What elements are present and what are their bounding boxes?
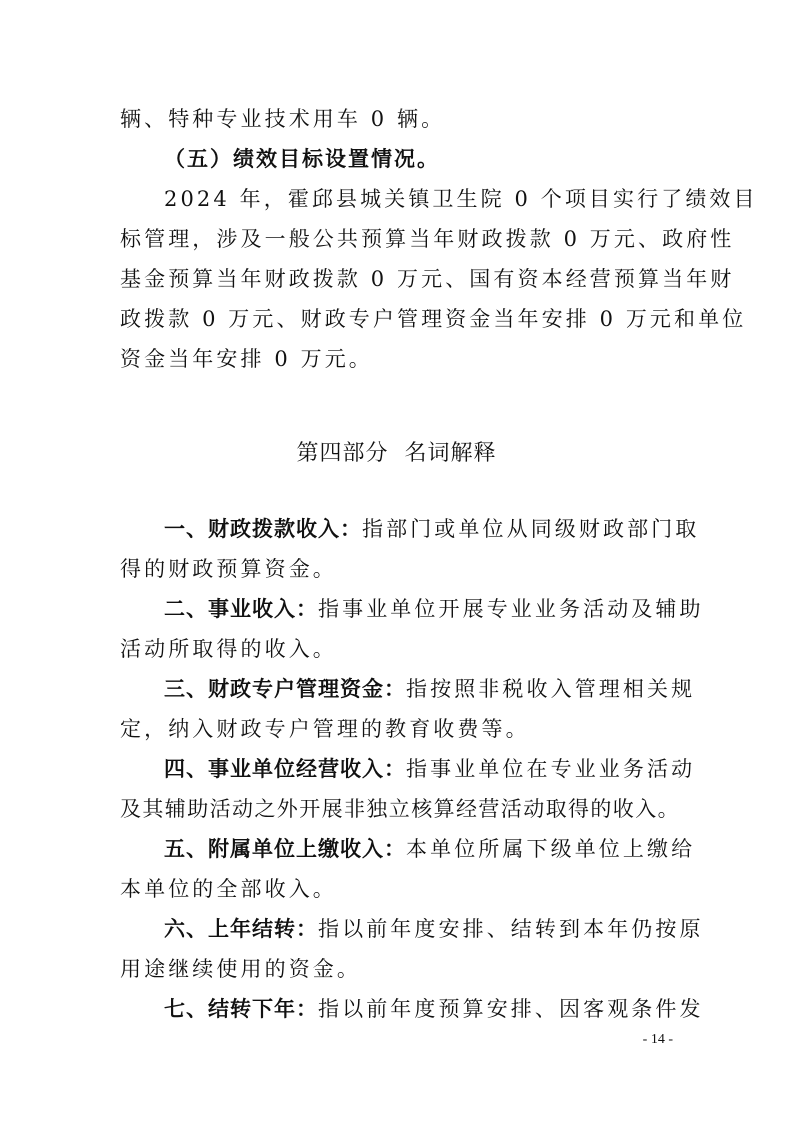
term-label: 一、财政拨款收入：: [164, 517, 362, 541]
term-definition: 指以前年度预算安排、因客观条件发: [318, 997, 704, 1021]
term-label: 四、事业单位经营收入：: [164, 757, 406, 781]
term-definition-continued: 定，纳入财政专户管理的教育收费等。: [120, 717, 530, 741]
term-definition-continued: 活动所取得的收入。: [120, 637, 337, 661]
term-definition: 指按照非税收入管理相关规: [406, 677, 696, 701]
term-label: 五、附属单位上缴收入：: [164, 837, 406, 861]
term-definition: 指事业单位开展专业业务活动及辅助: [318, 597, 704, 621]
paragraph-line: 2024 年，霍邱县城关镇卫生院 0 个项目实行了绩效目: [164, 187, 758, 211]
term-entry: [164, 914, 704, 944]
paragraph-line: 资金当年安排 0 万元。: [120, 347, 373, 371]
section-heading-performance-goals: （五）绩效目标设置情况。: [164, 147, 440, 171]
term-entry: [164, 674, 696, 704]
part-title: 第四部分 名词解释: [296, 441, 497, 466]
term-definition: 指部门或单位从同级财政部门取: [362, 517, 700, 541]
term-label: 三、财政专户管理资金：: [164, 677, 406, 701]
paragraph-line: 基金预算当年财政拨款 0 万元、国有资本经营预算当年财: [120, 267, 735, 291]
term-label: 七、结转下年：: [164, 997, 318, 1021]
term-definition-continued: 得的财政预算资金。: [120, 557, 337, 581]
carry-over-line: 辆、特种专业技术用车 0 辆。: [120, 107, 446, 131]
term-entry: [164, 594, 704, 624]
term-definition-continued: 本单位的全部收入。: [120, 877, 337, 901]
term-label: 六、上年结转：: [164, 917, 318, 941]
term-entry: [164, 994, 704, 1024]
paragraph-line: 政拨款 0 万元、财政专户管理资金当年安排 0 万元和单位: [120, 307, 747, 331]
term-definition-continued: 用途继续使用的资金。: [120, 957, 361, 981]
term-definition-continued: 及其辅助活动之外开展非独立核算经营活动取得的收入。: [120, 797, 680, 821]
term-entry: [164, 514, 700, 544]
term-definition: 指事业单位在专业业务活动: [406, 757, 696, 781]
term-definition: 本单位所属下级单位上缴给: [406, 837, 696, 861]
term-label: 二、事业收入：: [164, 597, 318, 621]
page-number: - 14 -: [642, 1032, 673, 1047]
term-definition: 指以前年度安排、结转到本年仍按原: [318, 917, 704, 941]
paragraph-line: 标管理，涉及一般公共预算当年财政拨款 0 万元、政府性: [120, 227, 735, 251]
term-entry: [164, 754, 696, 784]
term-entry: [164, 834, 696, 864]
